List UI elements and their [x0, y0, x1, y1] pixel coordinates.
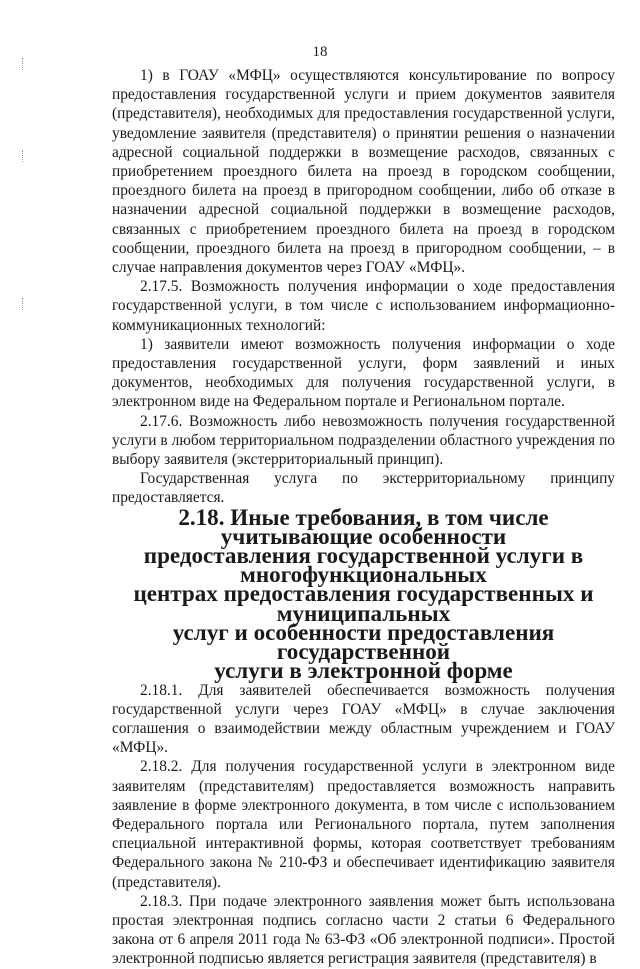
heading-line: 2.18. Иные требования, в том числе учитывающие особенности [178, 503, 549, 549]
paragraph: 1) заявители имеют возможность получения информации о ходе предоставления государственной услуги, форм заявлений и иных документов, необходимых для получения государственной услуги, в электронном виде на Федеральном портале и Региональном портале. [112, 335, 615, 411]
paragraph: Государственная услуга по экстерриториальному принципу предоставляется. [112, 470, 615, 507]
heading-line: центрах предоставления государственных и муниципальных [133, 580, 594, 626]
paragraph: 2.18.1. Для заявителей обеспечивается возможность получения государственной услуги через ГОАУ «МФЦ» в случае заключения соглашения о взаимодействии между областным учреждением и ГОАУ «МФЦ». [112, 681, 615, 757]
heading-line: услуг и особенности предоставления государственной [172, 618, 555, 665]
paragraph: 2.18.3. При подаче электронного заявления может быть использована простая электронная подпись согласно части 2 статьи 6 Федерального закона от 6 апреля 2011 года № 63-ФЗ «Об электронной подписи». Простой электронной подписью является регистрация заявителя (представителя) в [112, 892, 615, 968]
margin-mark [22, 298, 27, 310]
paragraph: 2.17.6. Возможность либо невозможность получения государственной услуги в любом территориальном подразделении областного учреждения по выбору заявителя (экстерриториальный принцип). [112, 412, 615, 469]
paragraph: 1) в ГОАУ «МФЦ» осуществляются консультирование по вопросу предоставления государственной услуги и прием документов заявителя (представителя), необходимых для предоставления государственной услуги, уведомление заявителя (представителя) о принятии решения о назначении адресной социальной поддержки в возмещение расходов, связанных с приобретением проездного билета на проезд в городском сообщении, проездного билета на проезд в пригородном сообщении, либо об отказе в назначении адресной социальной поддержки в возмещение расходов, связанных с приобретением проездного билета на проезд в городском сообщении, проездного билета на проезд в пригородном сообщении, – в случае направления документов через ГОАУ «МФЦ». [112, 67, 615, 277]
document-body [112, 66, 615, 969]
heading-line: предоставления государственной услуги в многофункциональных [143, 542, 584, 588]
paragraph: 2.18.2. Для получения государственной услуги в электронном виде заявителям (представителям) предоставляется возможность направить заявление в форме электронного документа, в том числе с использованием Федерального портала или Регионального портала, путем заполнения специальной интерактивной формы, которая соответствует требованиям Федерального закона № 210-ФЗ и обеспечивает идентификацию заявителя (представителя). [112, 758, 615, 891]
page-number: 18 [312, 44, 328, 60]
margin-mark [22, 58, 27, 70]
heading-line: услуги в электронной форме [214, 657, 513, 684]
paragraph: 2.17.5. Возможность получения информации о ходе предоставления государственной услуги, в том числе с использованием информационно-коммуникационных технологий: [112, 278, 615, 334]
section-heading [112, 503, 615, 684]
margin-mark [22, 150, 27, 162]
